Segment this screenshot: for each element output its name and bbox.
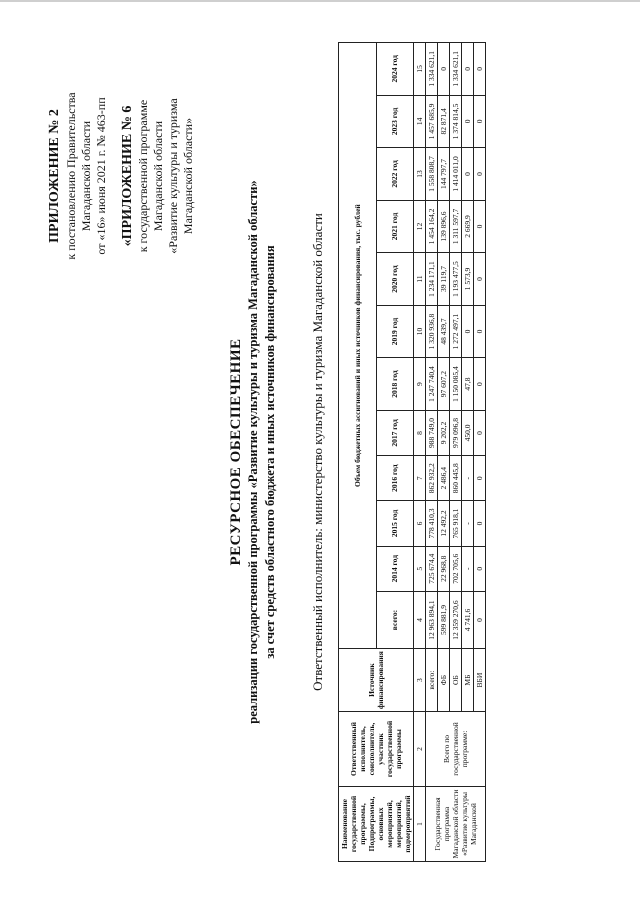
column-number: 10 bbox=[414, 305, 426, 358]
value-cell: 0 bbox=[438, 43, 450, 96]
header-year: 2022 год bbox=[376, 148, 414, 201]
value-cell: 1 414 011,0 bbox=[450, 148, 462, 201]
value-cell: 860 445,8 bbox=[450, 456, 462, 501]
value-cell: 0 bbox=[462, 148, 474, 201]
appendix-number: ПРИЛОЖЕНИЕ № 2 bbox=[47, 109, 62, 243]
column-number: 13 bbox=[414, 148, 426, 201]
column-number: 9 bbox=[414, 358, 426, 411]
value-cell: 39 119,7 bbox=[438, 253, 450, 306]
responsible-executor: Ответственный исполнитель: министерство культуры и туризма Магаданской области bbox=[310, 213, 325, 691]
appendix-ref-line: Магаданской области bbox=[78, 120, 93, 232]
document-title: РЕСУРСНОЕ ОБЕСПЕЧЕНИЕ bbox=[228, 338, 244, 566]
header-responsible: Ответственный исполнитель, соисполнитель, участник государственной программы bbox=[339, 712, 414, 787]
value-cell: 12 492,2 bbox=[438, 501, 450, 546]
resource-table bbox=[338, 42, 486, 862]
column-number: 4 bbox=[414, 591, 426, 648]
value-cell: 702 705,6 bbox=[450, 546, 462, 591]
header-name: Наименование государственной программы, Подпрограммы, основных мероприятий, мероприятий, подмероприятий bbox=[339, 787, 414, 862]
column-number: 1 bbox=[414, 787, 426, 862]
value-cell: 9 202,2 bbox=[438, 410, 450, 455]
source-cell: ФБ bbox=[438, 649, 450, 712]
value-cell: 1 247 740,4 bbox=[426, 358, 438, 411]
value-cell: 0 bbox=[474, 456, 486, 501]
value-cell: 0 bbox=[474, 43, 486, 96]
appendix-ref-line: к государственной программе bbox=[136, 99, 150, 253]
value-cell: 1 558 808,7 bbox=[426, 148, 438, 201]
source-cell: ОБ bbox=[450, 649, 462, 712]
value-cell: 0 bbox=[474, 501, 486, 546]
responsible-cell: Всего по государственной программе: bbox=[426, 712, 486, 787]
value-cell: 1 193 477,5 bbox=[450, 253, 462, 306]
appendix-ref-line: «Развитие культуры и туризма bbox=[166, 98, 180, 254]
column-number: 3 bbox=[414, 649, 426, 712]
column-numbers-row bbox=[414, 43, 426, 862]
value-cell: 0 bbox=[474, 95, 486, 148]
document-subtitle: реализации государственной программы «Развитие культуры и туризма Магаданской области» bbox=[246, 180, 260, 724]
value-cell: 0 bbox=[474, 410, 486, 455]
column-number: 7 bbox=[414, 456, 426, 501]
source-cell: ВБИ bbox=[474, 649, 486, 712]
value-cell: 988 749,0 bbox=[426, 410, 438, 455]
column-number: 12 bbox=[414, 200, 426, 253]
value-cell: 0 bbox=[474, 305, 486, 358]
value-cell: 82 871,4 bbox=[438, 95, 450, 148]
source-cell: МБ bbox=[462, 649, 474, 712]
rotated-page bbox=[40, 12, 600, 892]
header-year: 2017 год bbox=[376, 410, 414, 455]
appendix-ref-line: Магаданской области bbox=[151, 120, 165, 232]
value-cell: - bbox=[462, 501, 474, 546]
column-number: 14 bbox=[414, 95, 426, 148]
value-cell: 862 932,2 bbox=[426, 456, 438, 501]
value-cell: 0 bbox=[462, 43, 474, 96]
appendix-block bbox=[46, 26, 196, 326]
total-cell: 0 bbox=[474, 591, 486, 648]
value-cell: 2 669,9 bbox=[462, 200, 474, 253]
header-year: 2024 год bbox=[376, 43, 414, 96]
value-cell: 47,8 bbox=[462, 358, 474, 411]
header-year: 2019 год bbox=[376, 305, 414, 358]
value-cell: 1 150 085,4 bbox=[450, 358, 462, 411]
value-cell: 0 bbox=[462, 305, 474, 358]
value-cell: 778 410,3 bbox=[426, 501, 438, 546]
table-body bbox=[426, 43, 486, 862]
value-cell: 450,0 bbox=[462, 410, 474, 455]
header-year: 2021 год bbox=[376, 200, 414, 253]
top-border-line bbox=[0, 0, 640, 2]
value-cell: 0 bbox=[474, 148, 486, 201]
header-source: Источник финансирования bbox=[339, 649, 414, 712]
value-cell: 97 607,2 bbox=[438, 358, 450, 411]
value-cell: 1 334 621,1 bbox=[426, 43, 438, 96]
appendix-ref-line: Магаданской области» bbox=[181, 117, 195, 235]
value-cell: 0 bbox=[474, 358, 486, 411]
header-year: 2014 год bbox=[376, 546, 414, 591]
value-cell: - bbox=[462, 456, 474, 501]
value-cell: 1 234 171,1 bbox=[426, 253, 438, 306]
program-name-cell: Государственная программа Магаданской области «Развитие культуры Магаданской bbox=[426, 787, 486, 862]
value-cell: 1 334 621,1 bbox=[450, 43, 462, 96]
total-cell: 599 881,9 bbox=[438, 591, 450, 648]
total-cell: 12 359 270,6 bbox=[450, 591, 462, 648]
title-block bbox=[228, 12, 279, 892]
value-cell: 1 311 597,7 bbox=[450, 200, 462, 253]
value-cell: 0 bbox=[474, 253, 486, 306]
value-cell: 0 bbox=[474, 546, 486, 591]
appendix-number-6: «ПРИЛОЖЕНИЕ № 6 bbox=[119, 105, 135, 247]
value-cell: 1 374 814,5 bbox=[450, 95, 462, 148]
value-cell: 1 320 936,8 bbox=[426, 305, 438, 358]
header-year: 2020 год bbox=[376, 253, 414, 306]
header-year: 2015 год bbox=[376, 501, 414, 546]
value-cell: 144 797,7 bbox=[438, 148, 450, 201]
value-cell: 1 457 685,9 bbox=[426, 95, 438, 148]
column-number: 5 bbox=[414, 546, 426, 591]
value-cell: - bbox=[462, 546, 474, 591]
column-number: 2 bbox=[414, 712, 426, 787]
value-cell: 1 573,9 bbox=[462, 253, 474, 306]
source-cell: всего: bbox=[426, 649, 438, 712]
value-cell: 48 439,7 bbox=[438, 305, 450, 358]
document-subtitle: за счет средств областного бюджета и иных источников финансирования bbox=[262, 245, 277, 659]
value-cell: 22 968,8 bbox=[438, 546, 450, 591]
value-cell: 0 bbox=[474, 200, 486, 253]
value-cell: 1 454 164,2 bbox=[426, 200, 438, 253]
column-number: 15 bbox=[414, 43, 426, 96]
total-cell: 12 963 894,1 bbox=[426, 591, 438, 648]
value-cell: 139 896,6 bbox=[438, 200, 450, 253]
value-cell: 0 bbox=[462, 95, 474, 148]
header-volume: Объем бюджетных ассигнований и иных источников финансирования, тыс. рублей bbox=[339, 43, 377, 649]
total-cell: 4 741,6 bbox=[462, 591, 474, 648]
header-year: 2023 год bbox=[376, 95, 414, 148]
column-number: 11 bbox=[414, 253, 426, 306]
appendix-date-line: от «16» июня 2021 г. № 463-пп bbox=[93, 97, 108, 255]
value-cell: 725 674,4 bbox=[426, 546, 438, 591]
column-number: 8 bbox=[414, 410, 426, 455]
spacer bbox=[109, 26, 119, 326]
column-number: 6 bbox=[414, 501, 426, 546]
header-year: 2018 год bbox=[376, 358, 414, 411]
header-total: всего: bbox=[376, 591, 414, 648]
table-row bbox=[426, 43, 438, 862]
value-cell: 979 096,8 bbox=[450, 410, 462, 455]
appendix-ref-line: к постановлению Правительства bbox=[63, 92, 78, 260]
header-year: 2016 год bbox=[376, 456, 414, 501]
value-cell: 765 918,1 bbox=[450, 501, 462, 546]
value-cell: 1 272 497,1 bbox=[450, 305, 462, 358]
value-cell: 2 486,4 bbox=[438, 456, 450, 501]
